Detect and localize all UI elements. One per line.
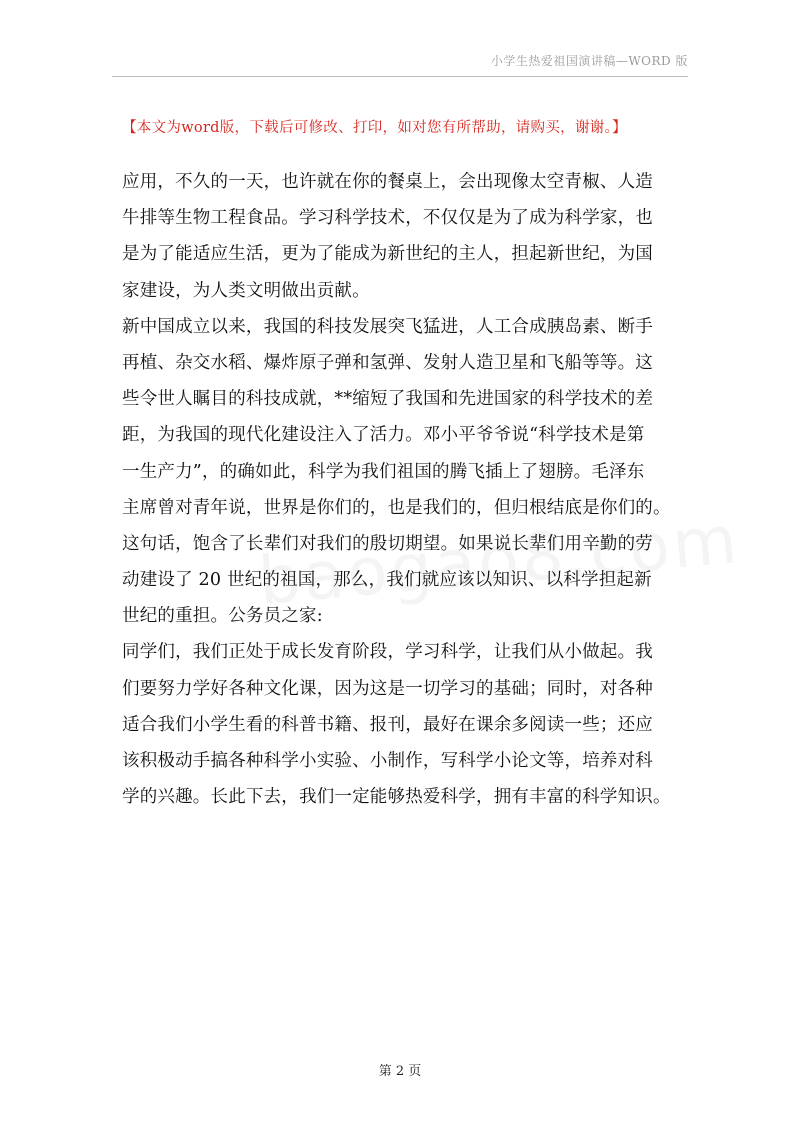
body-line: 一生产力”，的确如此，科学为我们祖国的腾飞插上了翅膀。毛泽东 — [122, 461, 645, 482]
document-header-title: 小学生热爱祖国演讲稿—WORD 版 — [490, 54, 688, 68]
body-line: 新中国成立以来，我国的科技发展突飞猛进，人工合成胰岛素、断手 — [122, 316, 653, 337]
body-line: 主席曾对青年说，世界是你们的，也是我们的，但归根结底是你们的。 — [122, 497, 671, 518]
body-line: 世纪的重担。公务员之家: — [122, 606, 323, 627]
body-line: 学的兴趣。长此下去，我们一定能够热爱科学，拥有丰富的科学知识。 — [122, 787, 671, 808]
page-number: 第 2 页 — [378, 1064, 422, 1079]
body-line: 距，为我国的现代化建设注入了活力。邓小平爷爷说“科学技术是第 — [122, 425, 645, 446]
purchase-notice: 【本文为word版，下载后可修改、打印，如对您有所帮助，请购买，谢谢。】 — [122, 120, 627, 136]
body-line: 是为了能适应生活，更为了能成为新世纪的主人，担起新世纪，为国 — [122, 244, 653, 265]
document-body — [122, 164, 692, 815]
body-line: 牛排等生物工程食品。学习科学技术，不仅仅是为了成为科学家，也 — [122, 208, 653, 229]
header-divider — [112, 76, 688, 77]
body-line: 该积极动手搞各种科学小实验、小制作，写科学小论文等，培养对科 — [122, 751, 653, 771]
body-line: 些令世人瞩目的科技成就，**缩短了我国和先进国家的科学技术的差 — [122, 389, 654, 410]
body-line: 这句话，饱含了长辈们对我们的殷切期望。如果说长辈们用辛勤的劳 — [122, 533, 653, 554]
body-line: 适合我们小学生看的科普书籍、报刊，最好在课余多阅读一些；还应 — [122, 714, 653, 735]
body-line: 们要努力学好各种文化课，因为这是一切学习的基础；同时，对各种 — [122, 678, 653, 699]
body-line: 应用，不久的一天，也许就在你的餐桌上，会出现像太空青椒、人造 — [122, 172, 653, 192]
body-line: 动建设了 20 世纪的祖国，那么，我们就应该以知识、以科学担起新 — [122, 570, 652, 591]
body-line: 再植、杂交水稻、爆炸原子弹和氢弹、发射人造卫星和飞船等等。这 — [122, 352, 653, 373]
body-line: 家建设，为人类文明做出贡献。 — [122, 280, 370, 301]
body-line: 同学们，我们正处于成长发育阶段，学习科学，让我们从小做起。我 — [122, 642, 653, 663]
